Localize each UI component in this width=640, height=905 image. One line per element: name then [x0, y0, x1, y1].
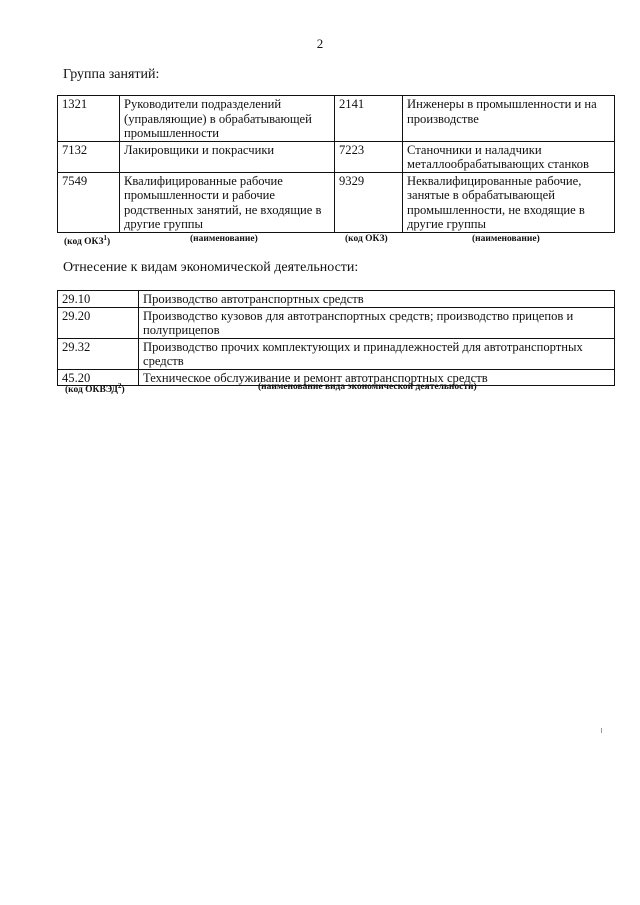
activity-name-cell: Производство прочих комплектующих и принадлежностей для автотранспортных средств	[139, 338, 615, 369]
economic-activity-title: Отнесение к видам экономической деятельности:	[63, 260, 359, 275]
activity-name-cell: Производство автотранспортных средств	[139, 291, 615, 308]
occupation-name-cell: Инженеры в промышленности и на производстве	[403, 96, 615, 142]
occupation-group-title: Группа занятий:	[63, 67, 160, 82]
page-number: 2	[316, 36, 324, 51]
caption-text: (код ОКВЭД	[65, 385, 118, 396]
occupation-name-cell: Станочники и наладчики металлообрабатывающих станков	[403, 141, 615, 172]
table-row	[58, 338, 615, 369]
okz-code-cell: 9329	[335, 172, 403, 232]
occupation-group-table	[57, 95, 615, 233]
okved-code-cell: 45.20	[58, 369, 139, 386]
name-caption-2: (наименование)	[472, 234, 540, 244]
occupation-name-cell: Квалифицированные рабочие промышленности и рабочие родственных занятий, не входящие в другие группы	[120, 172, 335, 232]
okz-code-caption	[64, 234, 110, 247]
activity-name-caption: (наименование вида экономической деятельности)	[258, 382, 477, 392]
okz-code-cell: 7549	[58, 172, 120, 232]
okz-code-caption-2: (код ОКЗ)	[345, 234, 388, 244]
okved-code-cell: 29.32	[58, 338, 139, 369]
occupation-name-cell: Руководители подразделений (управляющие) в обрабатывающей промышленности	[120, 96, 335, 142]
scan-mark	[601, 728, 602, 733]
okz-code-cell: 7223	[335, 141, 403, 172]
table-row	[58, 141, 615, 172]
okved-code-cell: 29.10	[58, 291, 139, 308]
footnote-mark: 1	[103, 234, 107, 242]
okved-code-cell: 29.20	[58, 307, 139, 338]
okz-code-cell: 2141	[335, 96, 403, 142]
name-caption: (наименование)	[190, 234, 258, 244]
table-row	[58, 96, 615, 142]
caption-paren: )	[106, 237, 111, 248]
okz-code-cell: 7132	[58, 141, 120, 172]
economic-activity-table	[57, 290, 615, 386]
activity-name-cell: Техническое обслуживание и ремонт автотранспортных средств	[139, 369, 615, 386]
occupation-name-cell: Лакировщики и покрасчики	[120, 141, 335, 172]
table-row	[58, 291, 615, 308]
okved-code-caption	[65, 382, 125, 395]
table-row	[58, 172, 615, 232]
occupation-name-cell: Неквалифицированные рабочие, занятые в обрабатывающей промышленности, не входящие в другие группы	[403, 172, 615, 232]
table-row	[58, 307, 615, 338]
activity-name-cell: Производство кузовов для автотранспортных средств; производство прицепов и полуприцепов	[139, 307, 615, 338]
caption-text: (код ОКЗ	[64, 237, 104, 248]
caption-paren: )	[121, 385, 125, 396]
footnote-mark: 2	[117, 382, 122, 390]
okz-code-cell: 1321	[58, 96, 120, 142]
